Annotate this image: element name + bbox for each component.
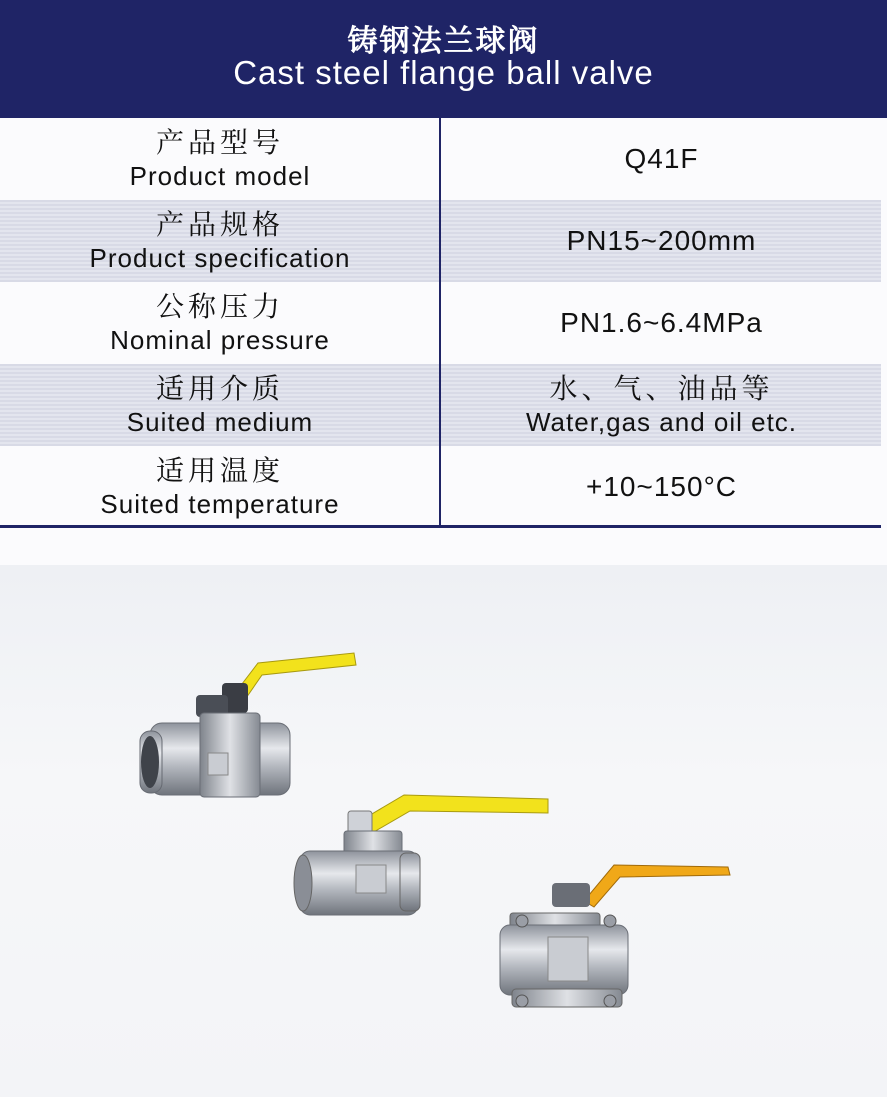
row-value [442, 364, 881, 446]
label-chinese: 适用温度 [155, 454, 284, 487]
valve-two [294, 795, 548, 915]
column-divider [439, 118, 441, 528]
value-text-chinese: 水、气、油品等 [549, 372, 774, 405]
label-english: Product model [129, 161, 311, 191]
row-value [442, 200, 881, 282]
label-english: Suited temperature [100, 489, 340, 519]
valve-three [500, 865, 730, 1007]
value-text: +10~150°C [586, 471, 737, 502]
label-chinese: 适用介质 [155, 372, 284, 405]
row-label [0, 364, 440, 446]
label-chinese: 产品规格 [155, 208, 284, 241]
valve-illustration [0, 565, 887, 1097]
table-bottom-rule [0, 525, 881, 528]
row-value [442, 282, 881, 364]
valve-one [140, 653, 356, 797]
title-chinese: 铸钢法兰球阀 [347, 24, 540, 59]
product-photo [0, 565, 887, 1097]
row-value [442, 118, 881, 200]
label-chinese: 产品型号 [155, 126, 284, 159]
row-label [0, 118, 440, 200]
value-text: Q41F [624, 143, 699, 174]
row-label [0, 200, 440, 282]
title-banner [0, 0, 887, 118]
label-english: Product specification [89, 243, 351, 273]
label-english: Nominal pressure [110, 325, 330, 355]
row-label [0, 446, 440, 528]
value-text: PN15~200mm [566, 225, 757, 256]
label-chinese: 公称压力 [155, 290, 284, 323]
title-english: Cast steel flange ball valve [233, 54, 654, 91]
row-label [0, 282, 440, 364]
value-text-english: Water,gas and oil etc. [525, 407, 798, 437]
value-text: PN1.6~6.4MPa [560, 307, 763, 338]
label-english: Suited medium [126, 407, 314, 437]
row-value [442, 446, 881, 528]
